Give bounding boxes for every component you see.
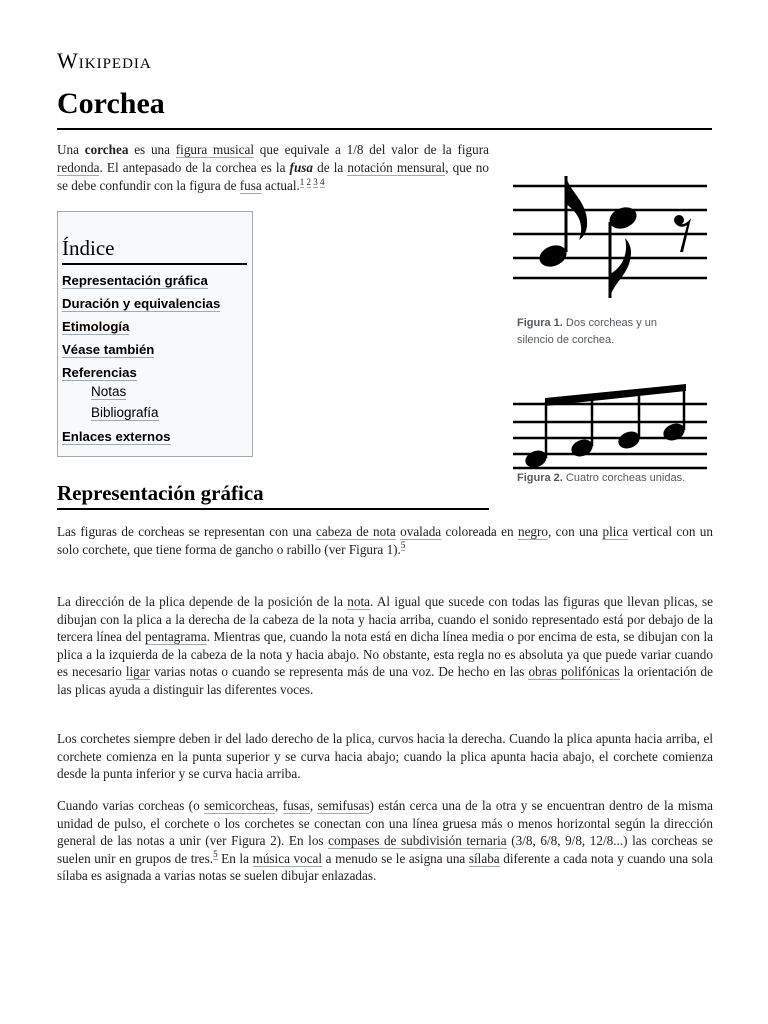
paragraph-4: Cuando varias corcheas (o semicorcheas, fusas, semifusas) están cerca una de la otra y se encuentran dentro de la misma unidad de pulso, el corchete o los corchetes se conectan con una línea gruesa más o menos horizontal según la dirección general de las notas a unir (ver Figura 2). En los compases de subdivisión ternaria (3/8, 6/8, 9/8, 12/8...) las corcheas se suelen unir en grupos de tres.$^5$ En la música vocal a menudo se le asigna una sílaba diferente a cada nota y cuando una sola sílaba es asignada a varias notas se suelen dibujar enlazadas. — [57, 798, 714, 883]
ref-link[interactable]: 3 — [313, 176, 318, 187]
figure-2-caption: Figura 2. Cuatro corcheas unidas. — [517, 472, 686, 484]
toc-item-vease[interactable]: Véase también — [62, 342, 155, 357]
link-pentagrama[interactable]: pentagrama — [145, 629, 207, 644]
link-redonda[interactable]: redonda — [57, 160, 100, 175]
figure-2-image[interactable] — [507, 378, 712, 470]
link-semifusas[interactable]: semifusas — [317, 798, 370, 813]
lead-paragraph: Una corchea es una figura musical que equivale a 1/8 del valor de la figura redonda. El antepasado de la corchea es la fusa de la notación mensural, que no se debe confundir con la figura de fusa actual.$^{1 2 3 4}$ — [57, 142, 489, 193]
figure-1-caption: Figura 1. Dos corcheas y un silencio de corchea. — [517, 317, 657, 346]
paragraph-3: Los corchetes siempre deben ir del lado derecho de la plica, curvos hacia la derecha. Cuando la plica apunta hacia arriba, el corchete comienza en la punta superior y se curva hacia abajo; cuando la plica apunta hacia abajo, el corchete comienza desde la punta inferior y se curva hacia arriba. — [57, 731, 713, 781]
toc-item-etimologia[interactable]: Etimología — [62, 319, 130, 334]
link-plica[interactable]: plica — [602, 524, 629, 539]
toc-subitem-bibliografia[interactable]: Bibliografía — [91, 405, 159, 420]
toc-list — [62, 273, 220, 452]
ref-link[interactable]: 5 — [213, 849, 218, 860]
table-of-contents — [57, 211, 253, 457]
paragraph-1: Las figuras de corcheas se representan con una cabeza de nota ovalada coloreada en negro, con una plica vertical con un solo corchete, que tiene forma de gancho o rabillo (ver Figura 1).$^5$ — [57, 524, 713, 557]
link-obras-polifonicas[interactable]: obras polifónicas — [528, 664, 620, 679]
link-compases-subdivision[interactable]: compases de subdivisión ternaria — [328, 833, 507, 848]
toc-item-referencias[interactable]: Referencias Notas Bibliografía — [62, 365, 220, 422]
ref-link[interactable]: 4 — [320, 176, 325, 187]
link-figura-musical[interactable]: figura musical — [175, 142, 255, 157]
toc-subitem-notas[interactable]: Notas — [91, 384, 127, 399]
toc-title: Índice — [62, 236, 247, 265]
toc-item-representacion[interactable]: Representación gráfica — [62, 273, 208, 288]
wikipedia-wordmark[interactable]: Wikipedia — [57, 48, 152, 73]
link-nota[interactable]: nota — [347, 594, 371, 609]
link-negro[interactable]: negro — [517, 524, 548, 539]
toc-sublist — [62, 383, 220, 422]
link-ovalada[interactable]: ovalada — [400, 524, 442, 539]
ref-link[interactable]: 2 — [306, 176, 312, 187]
figure-2 — [507, 378, 712, 470]
figure-1 — [507, 170, 712, 305]
link-semicorcheas[interactable]: semicorcheas — [204, 798, 276, 813]
paragraph-2: La dirección de la plica depende de la posición de la nota. Al igual que sucede con todas las figuras que llevan plicas, se dibujan con la plica a la derecha de la cabeza de la nota y hacia arriba, cuando el sonido representado está por debajo de la tercera línea del pentagrama. Mientras que, cuando la nota está en dicha línea media o por encima de esta, se dibujan con la plica a la izquierda de la cabeza de la nota y hacia abajo. No obstante, esta regla no es absoluta ya que puede variar cuando es necesario ligar varias notas o cuando se representa más de una voz. De hecho en las obras polifónicas la orientación de las plicas ayuda a distinguir las diferentes voces. — [57, 594, 713, 697]
ref-link[interactable]: 5 — [400, 540, 406, 551]
link-cabeza-de-nota[interactable]: cabeza de nota — [316, 524, 396, 539]
ref-link[interactable]: 1 — [299, 176, 305, 187]
figure-1-image[interactable] — [507, 170, 712, 305]
link-silaba[interactable]: sílaba — [468, 850, 500, 866]
toc-item-duracion[interactable]: Duración y equivalencias — [62, 296, 221, 311]
section-heading: Representación gráfica — [57, 480, 489, 510]
toc-item-enlaces[interactable]: Enlaces externos — [62, 429, 171, 444]
link-fusa[interactable]: fusa — [239, 178, 262, 193]
link-notacion-mensural[interactable]: notación mensural — [347, 160, 446, 175]
page-title: Corchea — [57, 84, 712, 130]
link-fusas[interactable]: fusas — [282, 798, 310, 813]
link-ligar[interactable]: ligar — [125, 664, 150, 679]
link-musica-vocal[interactable]: música vocal — [252, 850, 323, 866]
